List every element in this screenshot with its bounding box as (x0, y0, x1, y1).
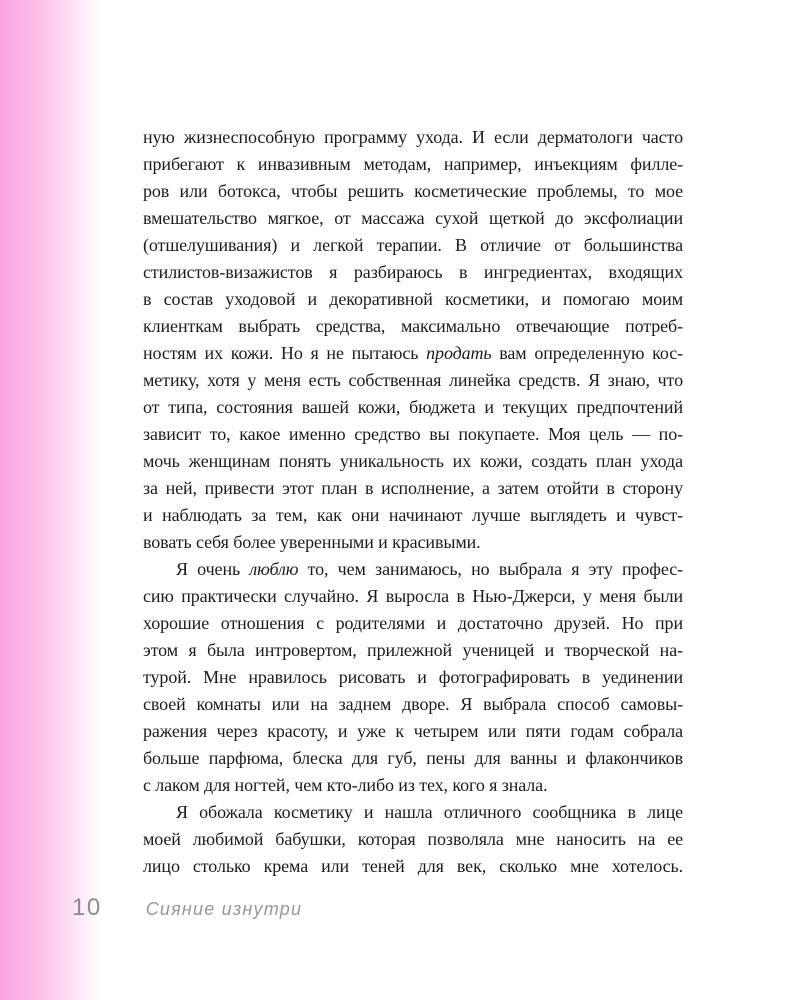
text-segment: и наблюдать за тем, как они начинают лучше выглядеть и чувст- (143, 505, 683, 525)
text-segment: ностям их кожи. Но я не пытаюсь (143, 343, 427, 363)
text-segment: ров или ботокса, чтобы решить косметические проблемы, то мое (143, 181, 683, 201)
text-line (143, 259, 683, 286)
text-line (143, 124, 683, 151)
text-segment: Я очень (176, 559, 250, 579)
text-line (143, 151, 683, 178)
text-line (143, 367, 683, 394)
text-segment: мочь женщинам понять уникальность их кожи, создать план ухода (143, 451, 683, 471)
text-line (143, 421, 683, 448)
text-segment: ражения через красоту, и уже к четырем или пяти годам собрала (143, 721, 683, 741)
text-line (143, 286, 683, 313)
text-segment: ную жизнеспособную программу ухода. И если дерматологи часто (143, 127, 683, 147)
text-line (143, 718, 683, 745)
text-segment: больше парфюма, блеска для губ, пены для ванны и флакончиков (143, 748, 683, 768)
page-number: 10 (72, 894, 102, 921)
text-line (143, 853, 683, 880)
text-line (143, 556, 683, 583)
running-title: Сияние изнутри (145, 899, 303, 919)
text-segment: Я обожала косметику и нашла отличного сообщника в лице (176, 802, 683, 822)
text-line (143, 178, 683, 205)
paragraph (143, 124, 683, 556)
text-line (143, 502, 683, 529)
text-line (143, 826, 683, 853)
text-line (143, 610, 683, 637)
text-segment: то, чем занимаюсь, но выбрала я эту профес- (298, 559, 683, 579)
paragraph (143, 799, 683, 880)
text-segment: моей любимой бабушки, которая позволяла мне наносить на ее (143, 829, 683, 849)
text-line (143, 232, 683, 259)
text-segment: вмешательство мягкое, от массажа сухой щеткой до эксфолиации (143, 208, 683, 228)
text-line (143, 664, 683, 691)
text-segment: стилистов-визажистов я разбираюсь в ингредиентах, входящих (143, 262, 683, 282)
page-edge-gradient (0, 0, 104, 1000)
text-line (143, 394, 683, 421)
text-line (143, 772, 683, 799)
text-segment: метику, хотя у меня есть собственная линейка средств. Я знаю, что (143, 370, 683, 390)
text-segment: турой. Мне нравилось рисовать и фотографировать в уединении (143, 667, 683, 687)
text-segment: лицо столько крема или теней для век, сколько мне хотелось. (143, 856, 683, 876)
text-segment: своей комнаты или на заднем дворе. Я выбрала способ самовы- (143, 694, 683, 714)
text-line (143, 691, 683, 718)
text-line (143, 313, 683, 340)
text-block (143, 124, 683, 880)
italic-text-segment: люблю (249, 559, 299, 579)
text-line (143, 745, 683, 772)
text-segment: хорошие отношения с родителями и достаточно друзей. Но при (143, 613, 683, 633)
text-line (143, 340, 683, 367)
text-segment: прибегают к инвазивным методам, например, инъекциям филле- (143, 154, 683, 174)
text-segment: вовать себя более уверенными и красивыми. (143, 532, 481, 552)
text-line (143, 583, 683, 610)
text-segment: от типа, состояния вашей кожи, бюджета и текущих предпочтений (143, 397, 683, 417)
text-segment: вам определенную кос- (491, 343, 684, 363)
paragraph (143, 556, 683, 799)
text-line (143, 448, 683, 475)
text-line (143, 475, 683, 502)
text-segment: за ней, привести этот план в исполнение, а затем отойти в сторону (143, 478, 683, 498)
text-segment: сию практически случайно. Я выросла в Нью-Джерси, у меня были (143, 586, 683, 606)
text-line (143, 799, 683, 826)
text-segment: с лаком для ногтей, чем кто-либо из тех, кого я знала. (143, 775, 548, 795)
text-segment: зависит то, какое именно средство вы покупаете. Моя цель — по- (143, 424, 683, 444)
text-segment: (отшелушивания) и легкой терапии. В отличие от большинства (143, 235, 683, 255)
text-segment: клиенткам выбрать средства, максимально отвечающие потреб- (143, 316, 683, 336)
text-segment: этом я была интровертом, прилежной ученицей и творческой на- (143, 640, 683, 660)
text-line (143, 205, 683, 232)
text-line (143, 529, 683, 556)
italic-text-segment: продать (426, 343, 492, 363)
text-line (143, 637, 683, 664)
text-segment: в состав уходовой и декоративной косметики, и помогаю моим (143, 289, 683, 309)
page-footer (72, 894, 302, 922)
